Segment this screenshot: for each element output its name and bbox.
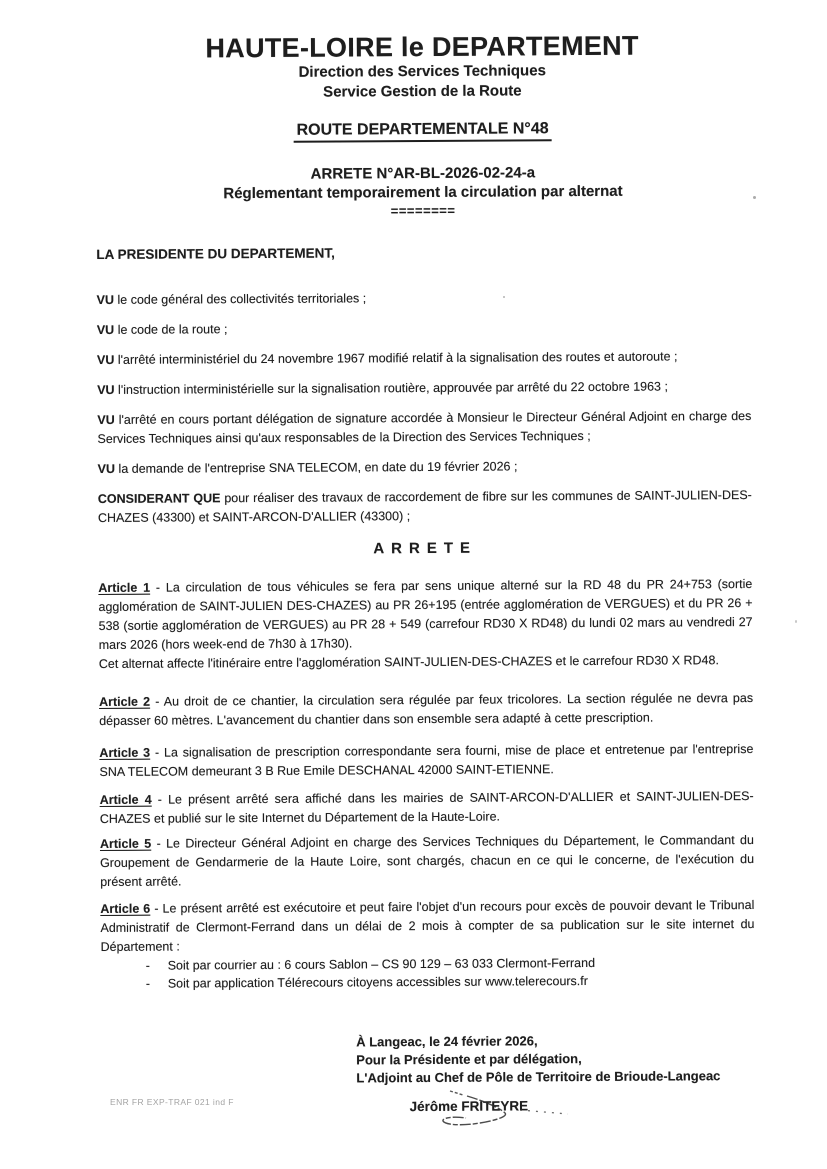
article-label: Article 5 [99, 836, 152, 851]
scan-speck [753, 196, 756, 199]
scan-speck [503, 296, 505, 298]
considerant [98, 486, 752, 528]
recital-lead: VU [96, 322, 115, 337]
article-label: Article 2 [99, 694, 151, 709]
document-content [95, 30, 756, 1116]
bullet-dash: - [145, 958, 150, 973]
recital-text: l'arrêté interministériel du 24 novembre 1967 modifié relatif à la signalisation des routes et autoroute ; [117, 349, 678, 367]
letterhead [95, 30, 750, 220]
signature-name: Jérôme FRITEYRE [409, 1098, 529, 1115]
article-label: Article 6 [100, 901, 151, 916]
recital-lead: VU [96, 352, 115, 367]
article-text: - Le présent arrêté sera affiché dans les mairies de SAINT-ARCON-D'ALLIER et SAINT-JULIEN-DES-CHAZES et publié sur le site Internet du Département de la Haute-Loire. [99, 788, 754, 826]
recital-lead: VU [96, 292, 115, 307]
considerant-lead: CONSIDERANT QUE [97, 491, 221, 506]
decree-subject: Réglementant temporairement la circulation par alternat [223, 182, 623, 203]
article-1-continuation: Cet alternat affecte l'itinéraire entre l'agglomération SAINT-JULIEN-DES-CHAZES et le carrefour RD30 X RD48. [98, 653, 719, 671]
recital-text: le code de la route ; [117, 322, 228, 337]
recital-lead: VU [97, 461, 116, 476]
road-title: ROUTE DEPARTEMENTALE N°48 [294, 120, 552, 143]
article-6 [100, 896, 754, 957]
article-2 [99, 689, 753, 731]
recital-lead: VU [97, 412, 115, 427]
signature-delegation: Pour la Présidente et par délégation, [356, 1051, 582, 1068]
article-text: - La signalisation de prescription correspondante sera fourni, mise de place et entretenue par l'entreprise SNA TELECOM demeurant 3 B Rue Emile DESCHANAL 42000 SAINT-ETIENNE. [99, 741, 754, 779]
article-4 [100, 787, 754, 829]
article-3 [99, 740, 753, 782]
signature-place-date: À Langeac, le 24 février 2026, [356, 1033, 538, 1050]
recital-1 [97, 287, 751, 310]
road-title-wrap [96, 119, 750, 144]
article-label: Article 3 [99, 745, 151, 760]
scan-speck [795, 620, 797, 623]
decree-number: ARRETE N°AR-BL-2026-02-24-a [310, 164, 536, 183]
recital-4 [97, 377, 751, 400]
separator: ======== [390, 202, 456, 219]
direction-line: Direction des Services Techniques [298, 62, 546, 81]
recital-text: l'instruction interministérielle sur la signalisation routière, approuvée par arrêté du 22 octobre 1963 ; [117, 379, 668, 397]
article-text: - Le présent arrêté est exécutoire et peut faire l'objet d'un recours pour excès de pouvoir devant le Tribunal Administratif de Clermont-Ferrand dans un délai de 2 mois à compter de sa publication sur le site internet du Département : [100, 897, 755, 954]
bullet-dash: - [145, 976, 151, 991]
considerant-text: pour réaliser des travaux de raccordement de fibre sur les communes de SAINT-JULIEN-DES-CHAZES (43300) et SAINT-ARCON-D'ALLIER (43300) ; [97, 487, 752, 525]
article-label: Article 4 [99, 792, 152, 807]
salutation: LA PRESIDENTE DU DEPARTEMENT, [96, 245, 335, 262]
recital-5 [97, 407, 751, 449]
bullet-text: Soit par application Télérecours citoyens accessibles sur www.telerecours.fr [167, 974, 588, 991]
article-label: Article 1 [98, 580, 151, 595]
article-text: - La circulation de tous véhicules se fera par sens unique alterné sur la RD 48 du PR 24+753 (sortie agglomération de SAINT-JULIEN DES-CHAZES) au PR 26+195 (entrée agglomération de VERGUES) et du PR 26 + 538 (sortie agglomération de VERGUES) au PR 28 + 549 (carrefour RD30 X RD48) du lundi 02 mars au vendredi 27 mars 2026 (hors week-end de 7h30 à 17h30). [98, 576, 753, 652]
recital-text: la demande de l'entreprise SNA TELECOM, en date du 19 février 2026 ; [118, 459, 518, 476]
recital-text: le code général des collectivités territoriales ; [117, 291, 367, 307]
service-line: Service Gestion de la Route [323, 82, 522, 101]
handwritten-signature-icon [440, 1086, 620, 1144]
recital-lead: VU [97, 382, 115, 397]
article-text: - Le Directeur Général Adjoint en charge des Services Techniques du Département, le Commandant du Groupement de Gendarmerie de la Haute Loire, sont chargés, chacun en ce qui le concerne, de l'exécution du présent arrêté. [100, 832, 755, 889]
article-text: - Au droit de ce chantier, la circulation sera régulée par feux tricolores. La section régulée ne devra pas dépasser 60 mètres. L'avancement du chantier dans son ensemble sera adapté à cette prescription. [99, 690, 754, 728]
org-title: HAUTE-LOIRE le DEPARTEMENT [205, 30, 639, 64]
article-1 [98, 575, 752, 655]
recital-3 [97, 347, 751, 370]
recital-text: l'arrêté en cours portant délégation de signature accordée à Monsieur le Directeur Général Adjoint en charge des Services Techniques ainsi qu'aux responsables de la Direction des Services Techniques ; [97, 408, 752, 446]
bullet-list [101, 953, 755, 993]
recital-2 [97, 317, 751, 340]
article-5 [100, 831, 754, 892]
arrete-heading: ARRETE [373, 539, 478, 558]
footer-reference: ENR FR EXP-TRAF 021 ind F [110, 1097, 234, 1107]
bullet-item [101, 971, 755, 993]
signature-block [356, 1031, 755, 1087]
bullet-text: Soit par courrier au : 6 cours Sablon – CS 90 129 – 63 033 Clermont-Ferrand [167, 955, 596, 973]
recital-6 [98, 456, 752, 479]
signature-role: L'Adjoint au Chef de Pôle de Territoire de Brioude-Langeac [356, 1068, 721, 1086]
